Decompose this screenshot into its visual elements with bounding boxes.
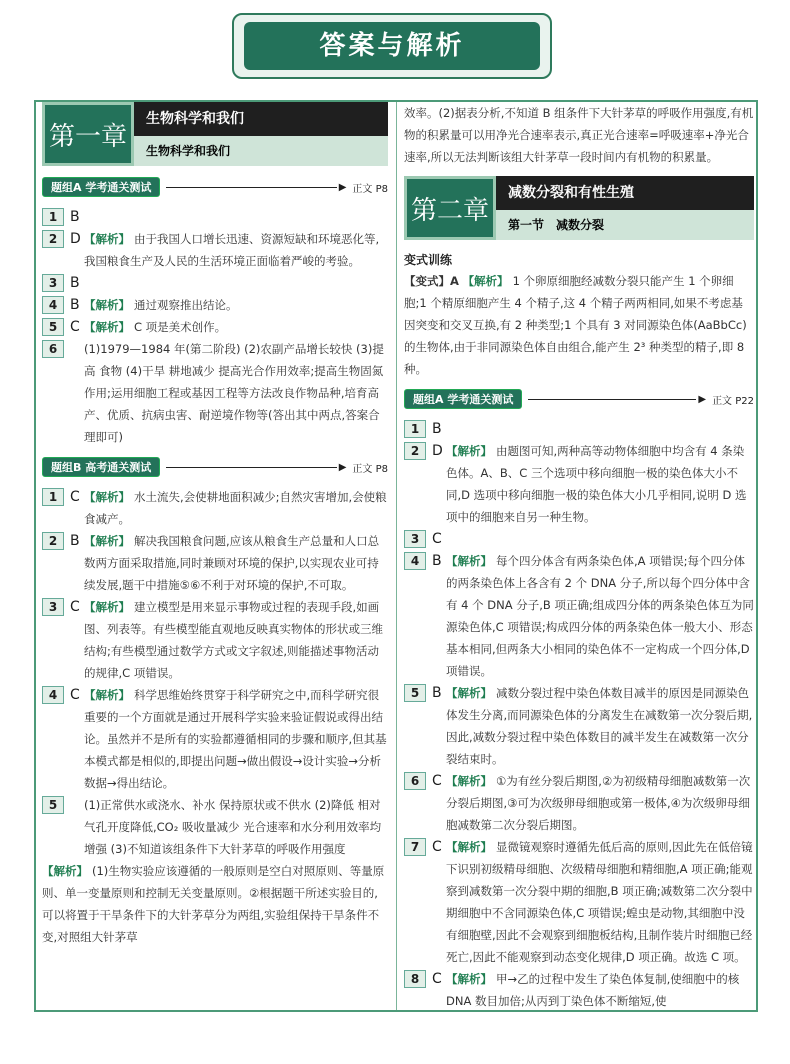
answer-item bbox=[404, 770, 754, 836]
group-label: 题组A 学考通关测试 bbox=[42, 177, 160, 197]
chapter-header bbox=[42, 102, 388, 166]
answer-item bbox=[404, 418, 754, 440]
answer-body bbox=[446, 418, 754, 440]
question-number: 1 bbox=[42, 208, 64, 226]
page-reference: 正文 P8 bbox=[352, 463, 388, 475]
answer-list-right bbox=[404, 418, 754, 1010]
question-number: 7 bbox=[404, 838, 426, 856]
answer-letter: B bbox=[432, 685, 442, 701]
answer-item bbox=[42, 486, 388, 530]
answer-body bbox=[446, 682, 754, 770]
answer-letter: D bbox=[432, 443, 443, 459]
analysis-tag: 【解析】 bbox=[84, 298, 130, 312]
answer-item bbox=[42, 206, 388, 228]
answer-item bbox=[404, 440, 754, 528]
answer-letter: B bbox=[432, 553, 442, 569]
answer-text: 建立模型是用来显示事物或过程的表现手段,如画图、列表等。有些模型能直观地反映真实物体的形状或三维结构;有些模型通过数学方式或文字叙述,则能描述事物活动的规律,C 项错误。 bbox=[84, 600, 383, 680]
chapter-title: 减数分裂和有性生殖 bbox=[496, 176, 754, 210]
question-number: 6 bbox=[404, 772, 426, 790]
answer-letter: C bbox=[70, 687, 80, 703]
answer-list-b bbox=[42, 486, 388, 860]
analysis-tag: 【解析】 bbox=[446, 774, 492, 788]
answer-body bbox=[84, 272, 388, 294]
analysis-tag: 【解析】 bbox=[84, 600, 130, 614]
answer-body bbox=[84, 530, 388, 596]
question-number: 6 bbox=[42, 340, 64, 358]
arrow-right-icon: ▶ bbox=[338, 461, 347, 473]
analysis-tag: 【解析】 bbox=[462, 274, 509, 288]
answer-letter: B bbox=[432, 421, 442, 437]
answer-text: 每个四分体含有两条染色体,A 项错误;每个四分体的两条染色体上各含有 2 个 DNA 分子,所以每个四分体中含有 4 个 DNA 分子,B 项正确;组成四分体的两条染色体互为同源染色体,C 项错误;构成四分体的两条染色体一般大小、形态基本相同,但两条大小相同的染色体不一定构成一个四分体,D 项错误。 bbox=[446, 554, 754, 678]
analysis-tag: 【解析】 bbox=[446, 554, 492, 568]
answer-letter: C bbox=[432, 971, 442, 987]
question-number: 1 bbox=[42, 488, 64, 506]
answer-body bbox=[446, 836, 754, 968]
answer-item bbox=[404, 528, 754, 550]
left-column bbox=[42, 102, 388, 1010]
answer-body bbox=[446, 440, 754, 528]
answer-body bbox=[84, 316, 388, 338]
question-number: 5 bbox=[404, 684, 426, 702]
answer-body bbox=[446, 528, 754, 550]
chapter-number: 第二章 bbox=[404, 176, 496, 240]
answer-letter: C bbox=[432, 839, 442, 855]
group-rule bbox=[528, 399, 696, 400]
group-rule bbox=[166, 187, 336, 188]
analysis-tag: 【解析】 bbox=[446, 444, 492, 458]
answer-letter: B bbox=[70, 209, 80, 225]
page-content bbox=[34, 100, 758, 1012]
answer-text: 通过观察推出结论。 bbox=[134, 298, 238, 312]
answer-item bbox=[404, 550, 754, 682]
analysis-tag: 【解析】 bbox=[446, 972, 492, 986]
group-header-a bbox=[42, 176, 388, 198]
answer-item bbox=[42, 228, 388, 272]
answer-item bbox=[42, 530, 388, 596]
answer-text: 解决我国粮食问题,应该从粮食生产总量和人口总数两方面采取措施,同时兼顾对环境的保护,以实现农业可持续发展,题干中措施⑤⑥不利于对环境的保护,不可取。 bbox=[84, 534, 380, 592]
answer-body bbox=[446, 968, 754, 1010]
answer-letter bbox=[64, 338, 84, 448]
answer-body bbox=[84, 338, 388, 448]
analysis-tag: 【解析】 bbox=[84, 320, 130, 334]
question-number: 4 bbox=[42, 296, 64, 314]
question-number: 2 bbox=[42, 230, 64, 248]
answer-item bbox=[42, 338, 388, 448]
question-number: 5 bbox=[42, 318, 64, 336]
analysis-tag: 【解析】 bbox=[84, 490, 130, 504]
analysis-tag: 【解析】 bbox=[446, 840, 492, 854]
continuation-text: 效率。(2)据表分析,不知道 B 组条件下大针茅草的呼吸作用强度,有机物的积累量可以用净光合速率表示,真正光合速率=呼吸速率+净光合速率,所以无法判断该组大针茅草一段时间内有机物的积累量。 bbox=[404, 106, 754, 164]
answer-letter: C bbox=[432, 773, 442, 789]
analysis-text: 1 个卵原细胞经减数分裂只能产生 1 个卵细胞;1 个精原细胞产生 4 个精子,这 4 个精子两两相同,如果不考虑基因突变和交叉互换,有 2 种类型;1 个具有 3 对同源染色体(AaBbCc)的生物体,由于非同源染色体自由组合,能产生 2³ 种类型的精子,即 8 种。 bbox=[404, 274, 747, 376]
answer-text: (1)正常供水或浇水、补水 保持原状或不供水 (2)降低 相对气孔开度降低,CO₂ 吸收量减少 光合速率和水分利用效率均增强 (3)不知道该组条件下大针茅草的呼吸作用强度 bbox=[84, 798, 382, 856]
answer-letter: B bbox=[70, 275, 80, 291]
answer-body bbox=[84, 486, 388, 530]
answer-item bbox=[404, 682, 754, 770]
answer-item bbox=[42, 316, 388, 338]
answer-letter: C bbox=[432, 531, 442, 547]
analysis-tag: 【解析】 bbox=[446, 686, 492, 700]
question-number: 1 bbox=[404, 420, 426, 438]
answer-body bbox=[84, 228, 388, 272]
group-header-b bbox=[42, 456, 388, 478]
variation-label: 【变式】 bbox=[404, 274, 450, 288]
answer-item bbox=[42, 794, 388, 860]
answer-item bbox=[42, 272, 388, 294]
variation-heading: 变式训练 bbox=[404, 253, 453, 267]
answer-text: 甲→乙的过程中发生了染色体复制,使细胞中的核 DNA 数目加倍;从丙到丁染色体不断缩短,使 bbox=[446, 972, 740, 1008]
analysis-tag: 【解析】 bbox=[84, 688, 130, 702]
group-label: 题组A 学考通关测试 bbox=[404, 389, 522, 409]
question-number: 3 bbox=[404, 530, 426, 548]
answer-item bbox=[404, 836, 754, 968]
answer-letter: B bbox=[70, 533, 80, 549]
answer-letter: D bbox=[70, 231, 81, 247]
question-number: 3 bbox=[42, 274, 64, 292]
answer-text: 减数分裂过程中染色体数目减半的原因是同源染色体发生分离,而同源染色体的分离发生在减数第一次分裂后期,因此,减数分裂过程中染色体数目的减半发生在减数第一次分裂结束时。 bbox=[446, 686, 753, 766]
answer-text: 由题图可知,两种高等动物体细胞中均含有 4 条染色体。A、B、C 三个选项中移向细胞一极的染色体大小不同,D 选项中移向细胞一极的染色体大小几乎相同,说明 D 选项中的细胞来自另一种生物。 bbox=[446, 444, 747, 524]
answer-text: C 项是美术创作。 bbox=[134, 320, 227, 334]
answer-text: 科学思维始终贯穿于科学研究之中,而科学研究很重要的一个方面就是通过开展科学实验来验证假说或得出结论。虽然并不是所有的实验都遵循相同的步骤和顺序,但其基本模式都是相似的,即提出问题→做出假设→设计实验→分析数据→得出结论。 bbox=[84, 688, 387, 790]
question-number: 2 bbox=[404, 442, 426, 460]
group-rule bbox=[166, 467, 337, 468]
answer-letter: C bbox=[70, 599, 80, 615]
chapter-title: 生物科学和我们 bbox=[134, 102, 388, 136]
variation-paragraph bbox=[404, 270, 754, 380]
answer-letter bbox=[64, 794, 84, 860]
answer-text: 显微镜观察时遵循先低后高的原则,因此先在低倍镜下识别初级精母细胞、次级精母细胞和精细胞,A 项正确;能观察到减数第一次分裂中期的细胞,B 项正确;减数第二次分裂中期细胞中不含同源染色体,C 项错误;蝗虫是动物,其细胞中没有细胞壁,因此不会观察到细胞板结构,且制作装片时细胞已经死亡,因此不能观察到动态变化规律,D 项正确。故选 C 项。 bbox=[446, 840, 753, 964]
answer-item bbox=[404, 968, 754, 1010]
question-number: 4 bbox=[42, 686, 64, 704]
analysis-tag: 【解析】 bbox=[42, 864, 88, 878]
chapter-header bbox=[404, 176, 754, 240]
answer-letter: C bbox=[70, 489, 80, 505]
question-number: 8 bbox=[404, 970, 426, 988]
analysis-text: (1)生物实验应该遵循的一般原则是空白对照原则、等量原则、单一变量原则和控制无关变量原则。②根据题干所述实验目的,可以将置于干旱条件下的大针茅草分为两组,实验组保持干旱条件不变,对照组大针茅草 bbox=[42, 864, 385, 944]
analysis-tag: 【解析】 bbox=[84, 232, 130, 246]
answer-item bbox=[42, 294, 388, 316]
answer-body bbox=[84, 206, 388, 228]
chapter-subtitle: 生物科学和我们 bbox=[134, 136, 388, 166]
answer-letter: C bbox=[70, 319, 80, 335]
column-divider bbox=[396, 102, 397, 1010]
question-number: 2 bbox=[42, 532, 64, 550]
answer-text: ①为有丝分裂后期图,②为初级精母细胞减数第一次分裂后期图,③可为次级卵母细胞或第一极体,④为次级卵母细胞减数第二次分裂后期图。 bbox=[446, 774, 751, 832]
question-number: 4 bbox=[404, 552, 426, 570]
chapter-subtitle: 第一节 减数分裂 bbox=[496, 210, 754, 240]
analysis-tag: 【解析】 bbox=[84, 534, 130, 548]
analysis-paragraph bbox=[42, 860, 388, 948]
answer-body bbox=[84, 596, 388, 684]
question-number: 3 bbox=[42, 598, 64, 616]
answer-list-a bbox=[42, 206, 388, 448]
arrow-right-icon: ▶ bbox=[338, 181, 347, 193]
answer-body bbox=[84, 294, 388, 316]
group-header-a2 bbox=[404, 388, 754, 410]
answer-body bbox=[446, 550, 754, 682]
page-reference: 正文 P8 bbox=[352, 183, 388, 195]
arrow-right-icon: ▶ bbox=[698, 393, 707, 405]
answer-body bbox=[84, 794, 388, 860]
answer-text: 水土流失,会使耕地面积减少;自然灾害增加,会使粮食减产。 bbox=[84, 490, 387, 526]
answer-item bbox=[42, 596, 388, 684]
answer-body bbox=[446, 770, 754, 836]
answer-letter: B bbox=[70, 297, 80, 313]
chapter-number: 第一章 bbox=[42, 102, 134, 166]
page-title: 答案与解析 bbox=[244, 22, 540, 70]
answer-item bbox=[42, 684, 388, 794]
answer-body bbox=[84, 684, 388, 794]
question-number: 5 bbox=[42, 796, 64, 814]
right-column bbox=[404, 102, 754, 1010]
answer-text: 由于我国人口增长迅速、资源短缺和环境恶化等,我国粮食生产及人民的生活环境正面临着严峻的考验。 bbox=[84, 232, 380, 268]
variation-answer: A bbox=[450, 274, 459, 288]
group-label: 题组B 高考通关测试 bbox=[42, 457, 160, 477]
page-reference: 正文 P22 bbox=[712, 395, 754, 407]
answer-text: (1)1979—1984 年(第二阶段) (2)农副产品增长较快 (3)提高 食物 (4)干旱 耕地减少 提高光合作用效率;提高生物固氮作用;运用细胞工程或基因工程等方法改良作物品种,培育高产、优质、抗病虫害、耐逆境作物等(答出其中两点,答案合理即可) bbox=[84, 342, 384, 444]
